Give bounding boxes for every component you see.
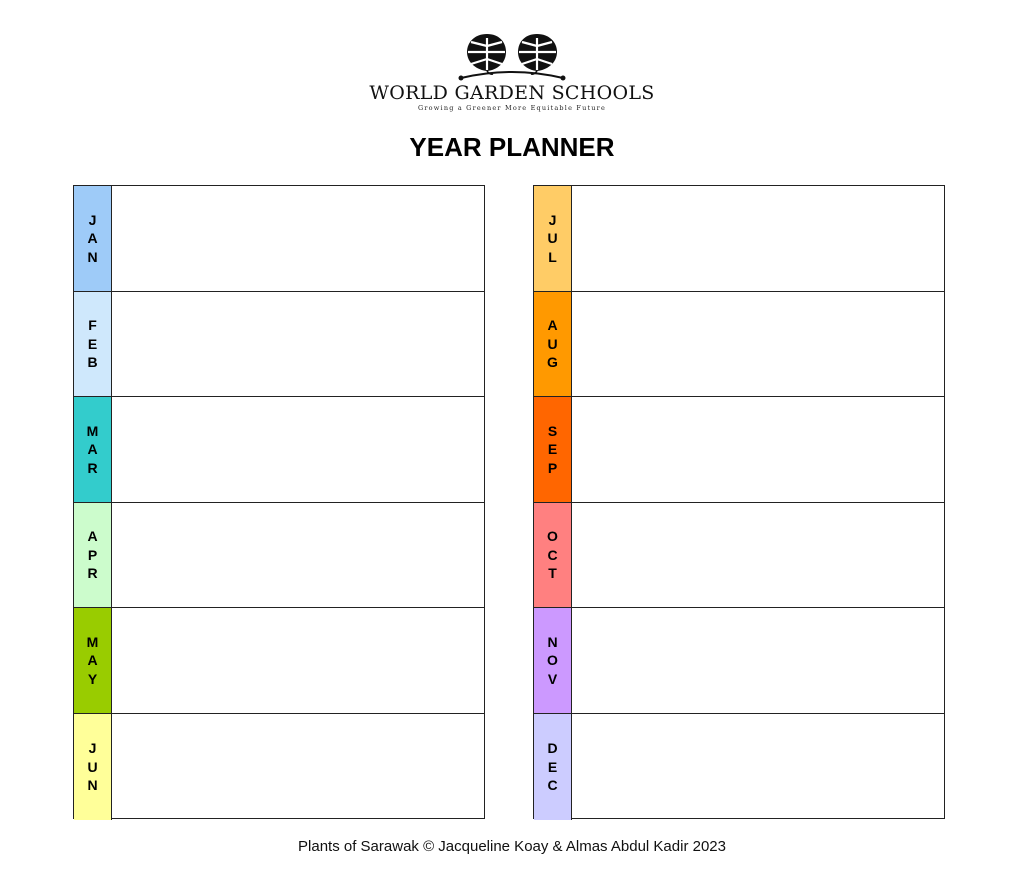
notes-area-sep[interactable] <box>572 397 944 502</box>
logo <box>0 30 1024 112</box>
monstera-leaves-icon <box>457 30 567 82</box>
month-letter: P <box>87 546 98 563</box>
month-letter: B <box>87 354 98 371</box>
month-letter: F <box>88 317 97 334</box>
month-letter: U <box>547 335 558 352</box>
month-letter: S <box>547 422 558 439</box>
notes-area-mar[interactable] <box>112 397 484 502</box>
month-row-jul <box>534 186 944 292</box>
brand-tagline: Growing a Greener More Equitable Future <box>417 104 607 112</box>
month-letter: A <box>87 230 98 247</box>
month-row-jan <box>74 186 484 292</box>
notes-area-jun[interactable] <box>112 714 484 820</box>
month-letter: E <box>87 335 98 352</box>
month-tab-may <box>74 608 112 713</box>
month-letter: A <box>547 317 558 334</box>
notes-area-apr[interactable] <box>112 503 484 608</box>
month-letter: A <box>87 528 98 545</box>
month-letter: J <box>88 211 97 228</box>
month-tab-jan <box>74 186 112 291</box>
month-tab-mar <box>74 397 112 502</box>
month-letter: U <box>87 758 98 775</box>
month-letter: J <box>548 211 557 228</box>
notes-area-feb[interactable] <box>112 292 484 397</box>
month-letter: A <box>87 652 98 669</box>
planner-left-column <box>73 185 485 819</box>
month-row-may <box>74 608 484 714</box>
month-letter: P <box>547 459 558 476</box>
month-row-jun <box>74 714 484 820</box>
month-row-mar <box>74 397 484 503</box>
notes-area-aug[interactable] <box>572 292 944 397</box>
month-letter: Y <box>87 670 98 687</box>
notes-area-jul[interactable] <box>572 186 944 291</box>
notes-area-nov[interactable] <box>572 608 944 713</box>
month-letter: R <box>87 459 98 476</box>
month-row-apr <box>74 503 484 609</box>
month-letter: R <box>87 565 98 582</box>
page-title: YEAR PLANNER <box>409 132 615 162</box>
month-letter: M <box>86 633 99 650</box>
month-letter: N <box>547 633 558 650</box>
copyright-footer: Plants of Sarawak © Jacqueline Koay & Almas Abdul Kadir 2023 <box>298 838 726 855</box>
notes-area-jan[interactable] <box>112 186 484 291</box>
month-row-dec <box>534 714 944 820</box>
month-tab-apr <box>74 503 112 608</box>
notes-area-dec[interactable] <box>572 714 944 820</box>
month-tab-jul <box>534 186 572 291</box>
month-tab-aug <box>534 292 572 397</box>
month-tab-dec <box>534 714 572 820</box>
month-row-nov <box>534 608 944 714</box>
notes-area-oct[interactable] <box>572 503 944 608</box>
month-tab-feb <box>74 292 112 397</box>
month-letter: E <box>547 758 558 775</box>
notes-area-may[interactable] <box>112 608 484 713</box>
month-letter: D <box>547 740 558 757</box>
month-letter: G <box>547 354 558 371</box>
month-letter: L <box>548 248 557 265</box>
month-letter: C <box>547 546 558 563</box>
month-letter: J <box>88 740 97 757</box>
month-row-sep <box>534 397 944 503</box>
month-tab-nov <box>534 608 572 713</box>
month-tab-sep <box>534 397 572 502</box>
month-tab-oct <box>534 503 572 608</box>
month-row-aug <box>534 292 944 398</box>
month-letter: A <box>87 441 98 458</box>
month-letter: M <box>86 422 99 439</box>
month-letter: N <box>87 777 98 794</box>
month-letter: C <box>547 777 558 794</box>
month-letter: O <box>547 528 558 545</box>
month-letter: E <box>547 441 558 458</box>
month-row-oct <box>534 503 944 609</box>
month-letter: T <box>548 565 557 582</box>
month-letter: O <box>547 652 558 669</box>
month-letter: N <box>87 248 98 265</box>
month-tab-jun <box>74 714 112 820</box>
month-letter: V <box>547 670 558 687</box>
month-row-feb <box>74 292 484 398</box>
planner-right-column <box>533 185 945 819</box>
month-letter: U <box>547 230 558 247</box>
brand-name: WORLD GARDEN SCHOOLS <box>369 82 655 104</box>
